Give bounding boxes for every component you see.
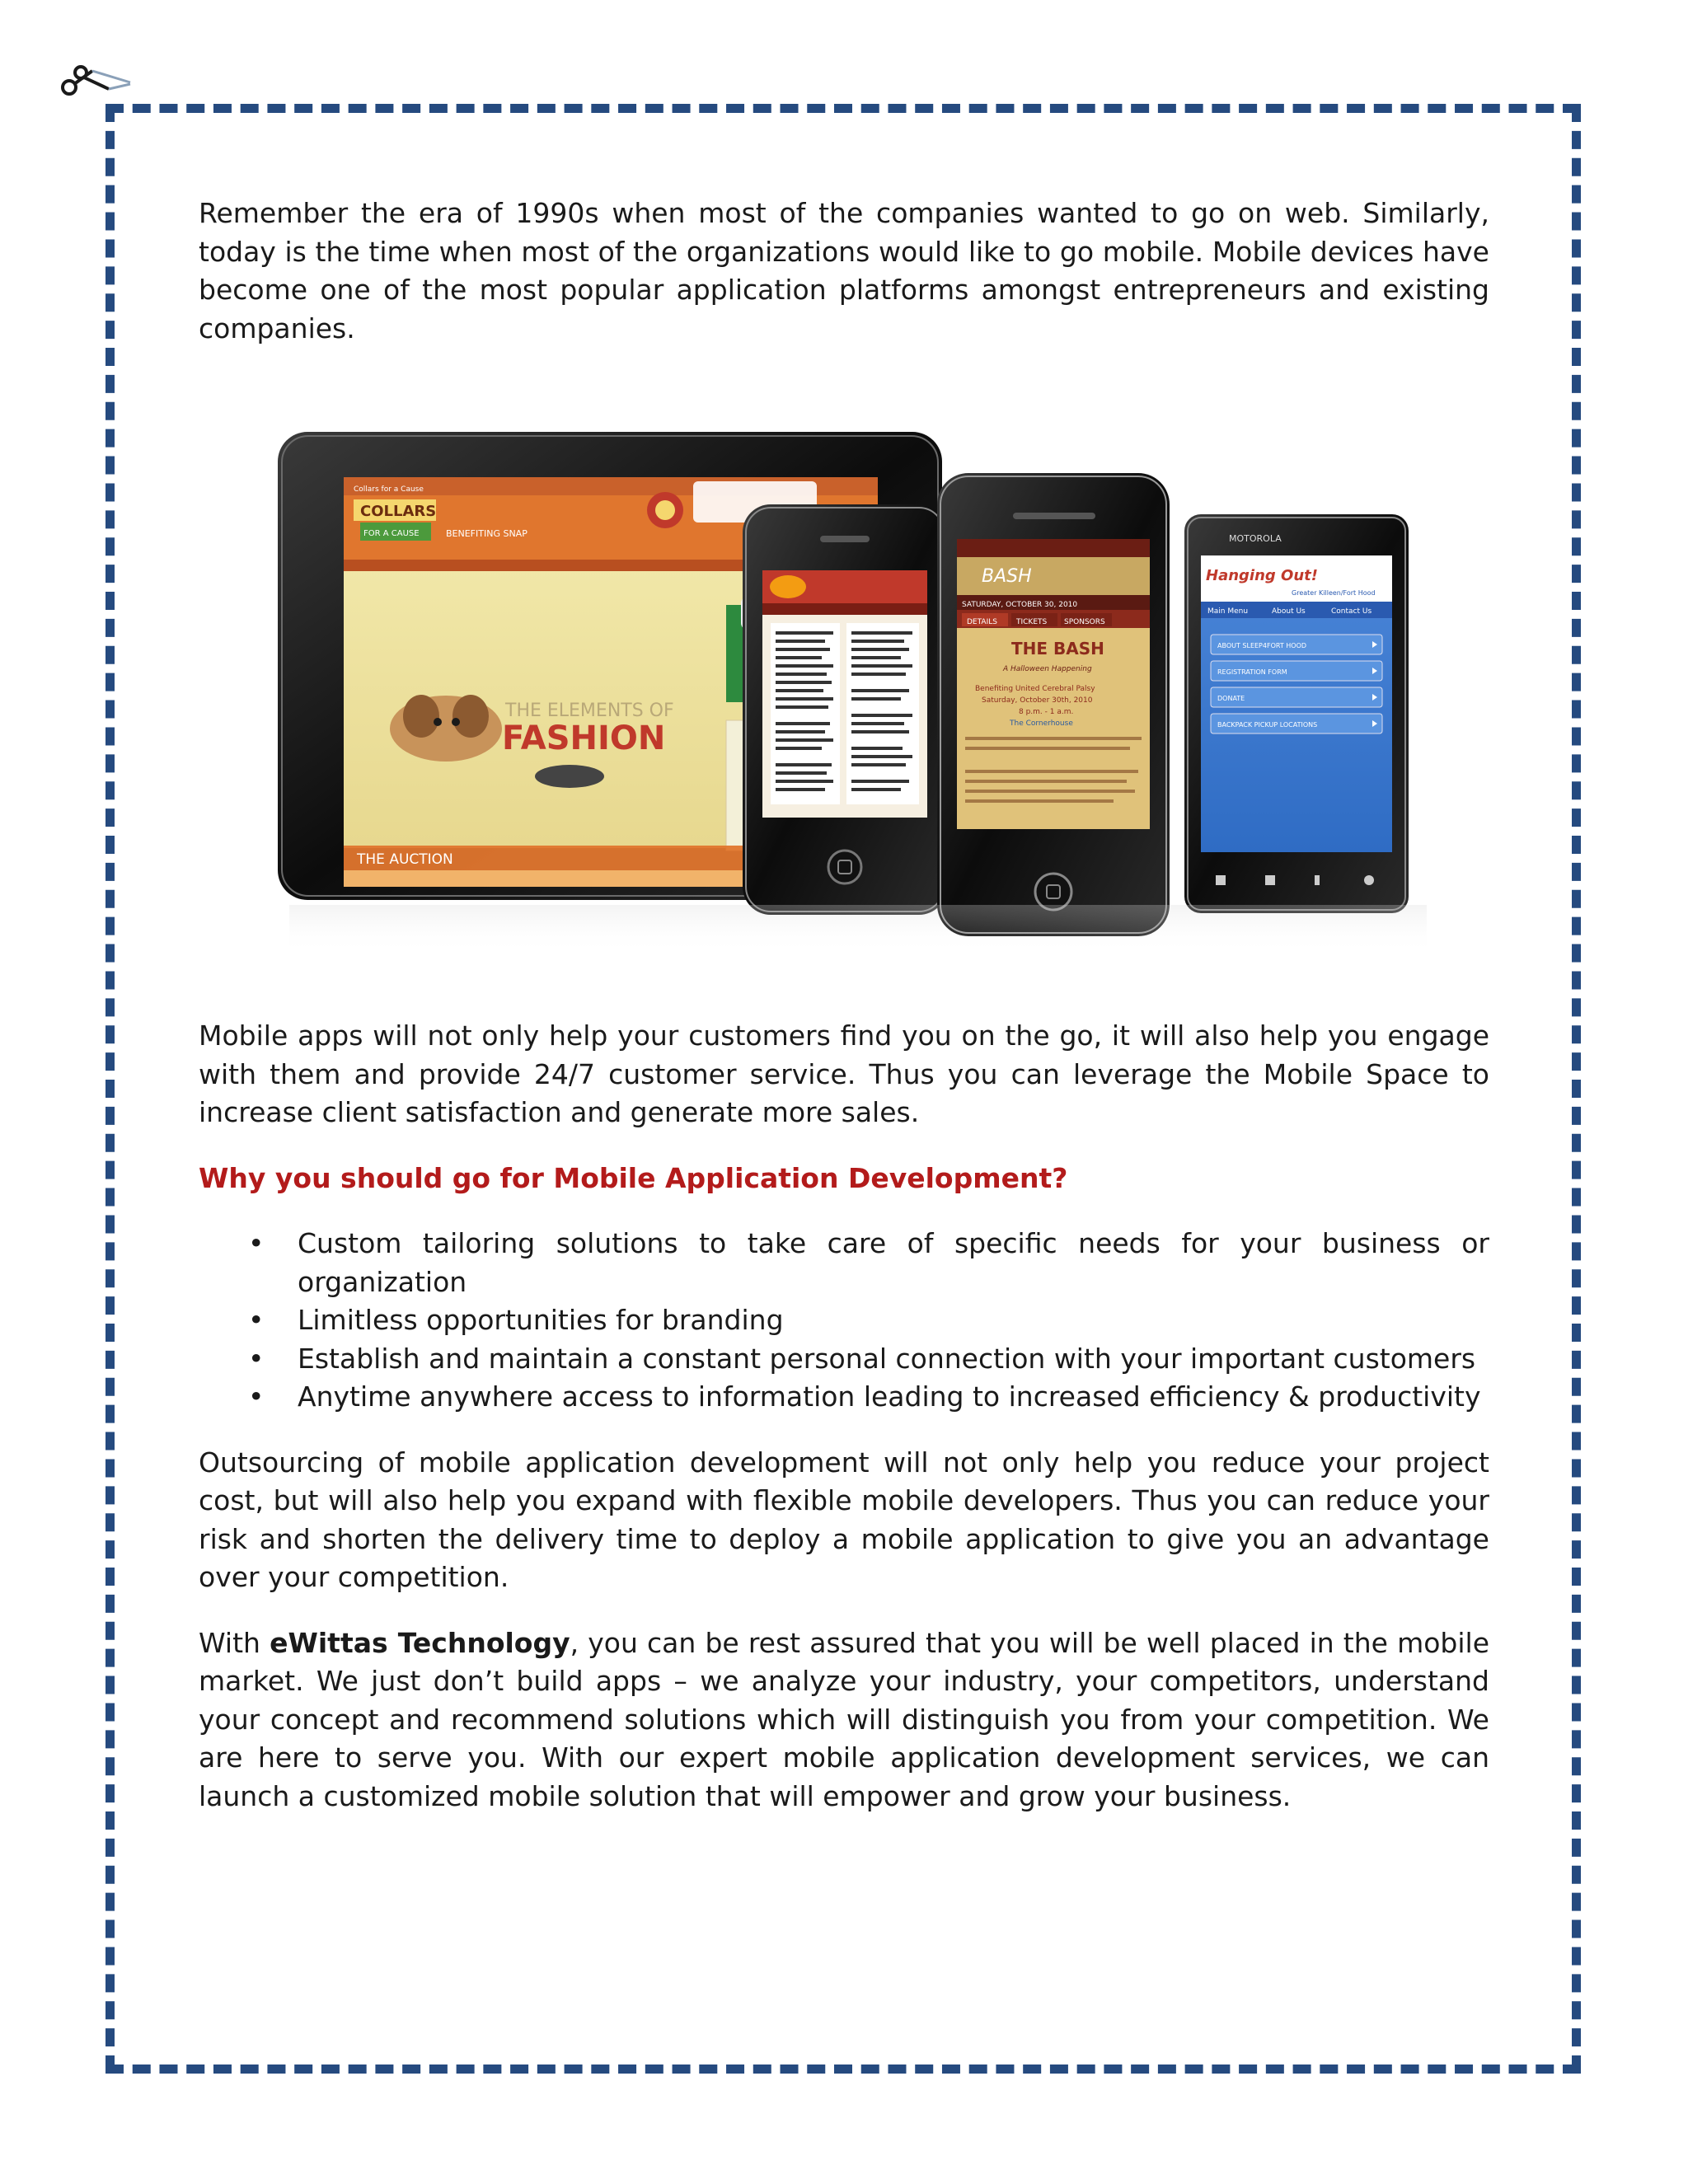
bash-title: THE BASH <box>1011 639 1104 658</box>
mobile-devices-image <box>199 391 1489 968</box>
apps-paragraph: Mobile apps will not only help your customers find you on the go, it will also help you engage with them and provide 24/7 customer service. Thus you can leverage the Mobile Space to increase client satisfaction and generate more sales. <box>199 1019 1489 1128</box>
tablet-brand-sub: FOR A CAUSE <box>363 529 420 538</box>
devices-illustration <box>199 391 1489 968</box>
right-logo-sub: Greater Killeen/Fort Hood <box>1292 589 1376 597</box>
phone-center-device <box>937 473 1170 936</box>
right-menu-item: BACKPACK PICKUP LOCATIONS <box>1217 721 1318 729</box>
bullet-icon: • <box>248 1380 265 1413</box>
right-menu-item: ABOUT SLEEP4FORT HOOD <box>1217 642 1307 649</box>
right-logo: Hanging Out! <box>1206 567 1318 584</box>
outsourcing-paragraph: Outsourcing of mobile application development will not only help you reduce your project cost, but will also help you expand with flexible mobile developers. Thus you can reduce your risk and shorten the delivery time to deploy a mobile application to give you an advantage over your competition. <box>199 1446 1489 1593</box>
right-tab-main: Main Menu <box>1207 607 1249 616</box>
bash-line-4: The Cornerhouse <box>1010 719 1073 728</box>
list-item: • Custom tailoring solutions to take care of specific needs for your business or organization <box>199 1225 1489 1301</box>
bullet-icon: • <box>248 1342 265 1375</box>
benefits-list <box>199 1225 1489 1417</box>
section-heading: Why you should go for Mobile Application Development? <box>199 1161 1068 1194</box>
tablet-benefiting: BENEFITING SNAP <box>446 528 528 539</box>
bash-line-3: 8 p.m. - 1 a.m. <box>1019 708 1074 716</box>
company-paragraph: With eWittas Technology, you can be rest assured that you will be well placed in the mobile market. We just don’t build apps – we analyze your industry, your competitors, understand your concept and recommend solutions which will distinguish you from your competition. We are here to serve you. With our expert mobile application development services, we can launch a customized mobile solution that will empower and grow your business. <box>199 1626 1490 1812</box>
tablet-footer: THE AUCTION <box>357 851 453 868</box>
scissors-icon <box>59 63 134 104</box>
bash-tab-details: DETAILS <box>967 618 997 626</box>
phone-right-device <box>1184 514 1409 913</box>
company-name: eWittas Technology <box>270 1626 570 1659</box>
bash-line-2: Saturday, October 30th, 2010 <box>982 696 1093 705</box>
tablet-headline: FASHION <box>502 719 666 757</box>
bash-tab-tickets: TICKETS <box>1016 618 1048 626</box>
intro-paragraph: Remember the era of 1990s when most of the companies wanted to go on web. Similarly, today is the time when most of the organizations would like to go mobile. Mobile devices have become one of the most popular application platforms amongst entrepreneurs and existing companies. <box>199 197 1489 344</box>
bash-logo: BASH <box>982 566 1032 587</box>
list-item: • Anytime anywhere access to information leading to increased efficiency & productivity <box>199 1378 1489 1417</box>
document-body <box>199 194 1489 1816</box>
right-tab-contact: Contact Us <box>1331 607 1372 616</box>
tablet-brand: COLLARS <box>360 503 437 520</box>
bash-date-bar: SATURDAY, OCTOBER 30, 2010 <box>962 601 1078 609</box>
bash-line-1: Benefiting United Cerebral Palsy <box>975 685 1095 693</box>
bash-tab-sponsors: SPONSORS <box>1064 618 1105 626</box>
tablet-nav-label: Collars for a Cause <box>354 485 424 494</box>
phone-left-device <box>743 504 947 915</box>
motorola-brand: MOTOROLA <box>1229 533 1282 544</box>
right-menu-item: REGISTRATION FORM <box>1217 668 1287 676</box>
right-tab-about: About Us <box>1272 607 1306 616</box>
bash-subtitle: A Halloween Happening <box>1003 665 1092 673</box>
bullet-icon: • <box>248 1227 265 1259</box>
right-menu-item: DONATE <box>1217 695 1245 702</box>
tablet-headline-small: THE ELEMENTS OF <box>505 701 674 721</box>
list-item: • Establish and maintain a constant personal connection with your important customers <box>199 1340 1489 1379</box>
bullet-icon: • <box>248 1304 265 1336</box>
list-item: • Limitless opportunities for branding <box>199 1301 1489 1340</box>
